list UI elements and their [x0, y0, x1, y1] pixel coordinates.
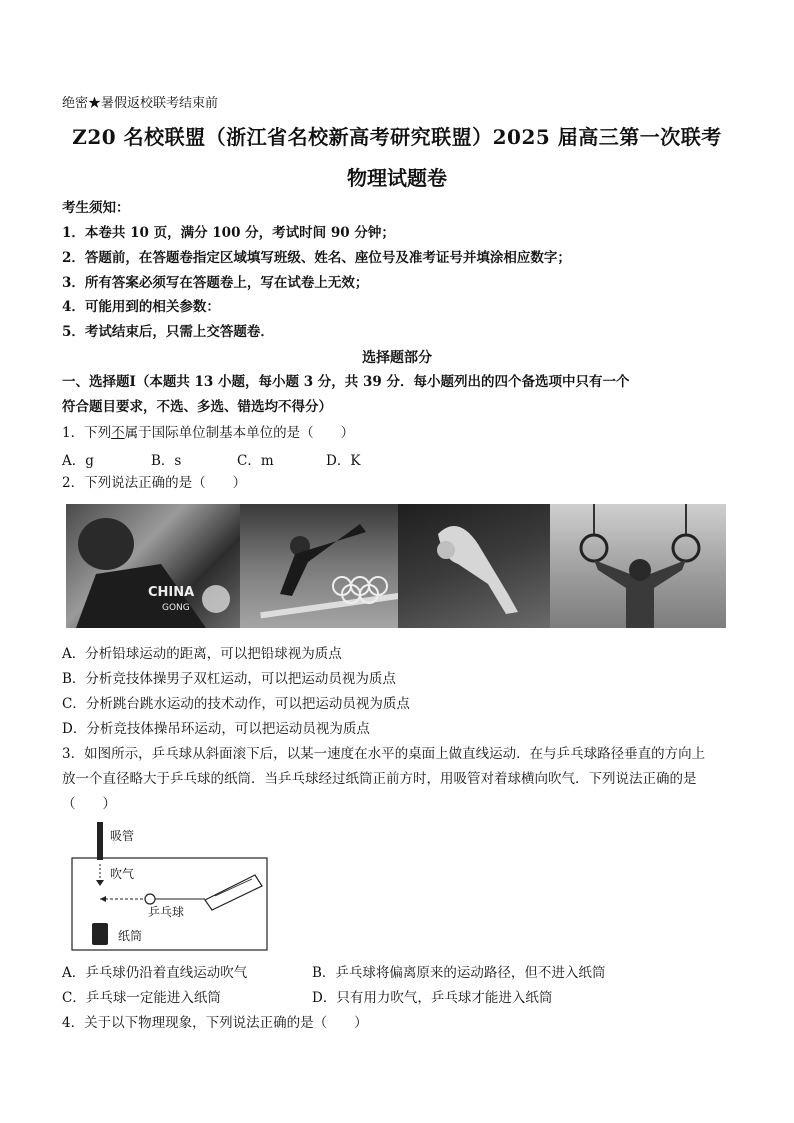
photo-label-china: CHINA [148, 585, 195, 600]
q1-option-b: B．s [151, 453, 182, 469]
straw-icon [97, 822, 103, 860]
section-title: 选择题部分 [362, 350, 432, 366]
q2-option-c: C．分析跳台跳水运动的技术动作，可以把运动员视为质点 [62, 696, 410, 712]
q1-option-c: C．m [237, 453, 274, 469]
q3-option-d: D．只有用力吹气，乒乓球才能进入纸筒 [312, 990, 553, 1006]
parallel-bars-photo [240, 504, 398, 628]
rings-photo [550, 504, 726, 628]
q3-option-a: A．乒乓球仍沿着直线运动吹气 [62, 965, 248, 981]
q1-option-d: D．K [326, 453, 361, 469]
notice-item: 2．答题前，在答题卷指定区域填写班级、姓名、座位号及准考证号并填涂相应数字； [62, 250, 571, 266]
q1-underlined: 不 [111, 425, 125, 441]
question-3-stem: 3．如图所示，乒乓球从斜面滚下后，以某一速度在水平的桌面上做直线运动．在与乒乓球路径垂直的方向上 [62, 746, 706, 762]
ping-pong-diagram [70, 820, 270, 955]
q1-option-a: A．g [62, 453, 94, 469]
q1-prefix: 1．下列 [62, 425, 112, 441]
confidential-note: 绝密★暑假返校联考结束前 [62, 96, 219, 111]
q3-option-b: B．乒乓球将偏离原来的运动路径，但不进入纸筒 [312, 965, 606, 981]
notice-item: 4．可能用到的相关参数： [62, 299, 220, 315]
exam-subtitle: 物理试题卷 [347, 166, 447, 190]
photo-label-gong: GONG [162, 603, 190, 613]
ball-label: 乒乓球 [148, 905, 185, 919]
notice-item: 1．本卷共 10 页，满分 100 分，考试时间 90 分钟； [62, 225, 395, 241]
question-3-stem: （ ） [62, 796, 116, 812]
notice-item: 5．考试结束后，只需上交答题卷． [62, 324, 274, 340]
question-4-stem: 4．关于以下物理现象，下列说法正确的是（ ） [62, 1015, 368, 1031]
q1-suffix: 属于国际单位制基本单位的是（ ） [124, 425, 355, 441]
q2-option-a: A．分析铅球运动的距离，可以把铅球视为质点 [62, 646, 342, 662]
q3-option-c: C．乒乓球一定能进入纸筒 [62, 990, 221, 1006]
ping-pong-ball-icon [145, 894, 155, 904]
section-intro: 一、选择题Ⅰ（本题共 13 小题，每小题 3 分，共 39 分．每小题列出的四个备选项中只有一个 [62, 374, 630, 390]
sports-photo-strip [66, 504, 726, 628]
q2-option-b: B．分析竞技体操男子双杠运动，可以把运动员视为质点 [62, 671, 396, 687]
notice-heading: 考生须知： [62, 200, 130, 216]
exam-title: Z20 名校联盟（浙江省名校新高考研究联盟）2025 届高三第一次联考 [72, 125, 722, 149]
q2-option-d: D．分析竞技体操吊环运动，可以把运动员视为质点 [62, 721, 370, 737]
blow-label: 吹气 [110, 867, 135, 881]
shot-put-photo [66, 504, 240, 628]
straw-label: 吸管 [110, 829, 135, 843]
diving-photo [398, 504, 550, 628]
section-intro: 符合题目要求，不选、多选、错选均不得分） [62, 399, 332, 415]
notice-item: 3．所有答案必须写在答题卷上，写在试卷上无效； [62, 275, 369, 291]
slope-icon [205, 875, 262, 910]
tube-label: 纸筒 [118, 929, 143, 943]
question-2-stem: 2．下列说法正确的是（ ） [62, 475, 247, 491]
question-1-stem [62, 424, 354, 442]
question-3-stem: 放一个直径略大于乒乓球的纸筒．当乒乓球经过纸筒正前方时，用吸管对着球横向吹气．下列说法正确的是 [62, 771, 697, 787]
paper-tube-icon [92, 923, 108, 945]
